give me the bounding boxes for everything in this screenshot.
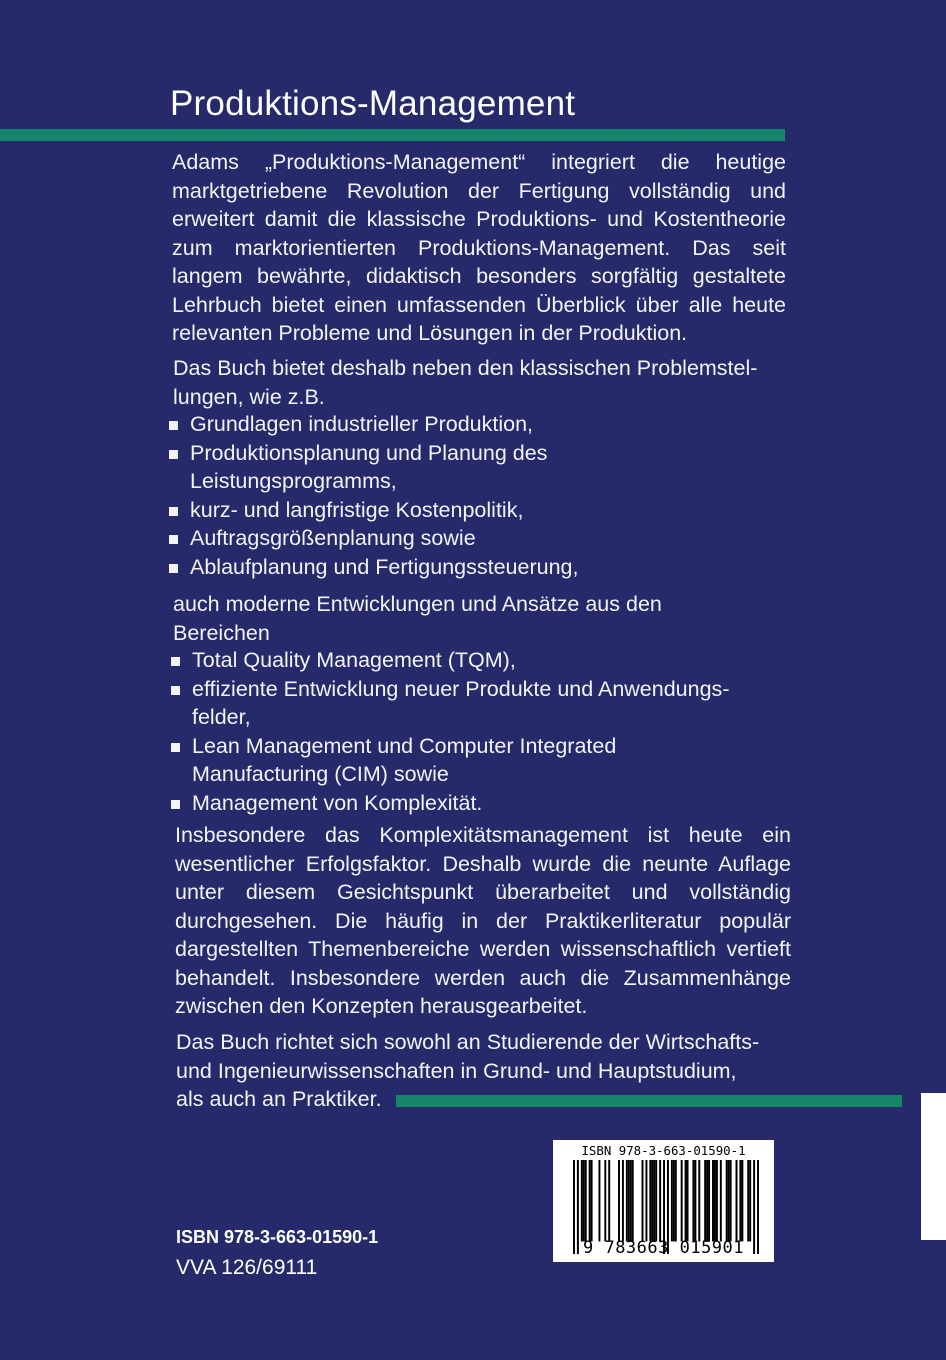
audience-line-1: Das Buch richtet sich sowohl an Studierende der Wirtschafts- (176, 1030, 760, 1054)
list-item: Produktionsplanung und Planung des Leistungsprogramms, (168, 439, 588, 496)
problems-intro (173, 354, 793, 411)
barcode-bar (687, 1160, 689, 1241)
barcode-bar (675, 1160, 677, 1241)
barcode-bar (749, 1160, 751, 1241)
barcode-bar (736, 1160, 738, 1241)
barcode-bar (591, 1160, 593, 1241)
barcode-bar (655, 1160, 657, 1241)
barcode-bar (659, 1160, 661, 1241)
book-title: Produktions-Management (170, 84, 576, 123)
intro-paragraph: Adams „Produktions-Management“ integriert die heutige marktgetriebene Revolution der Fertigung vollständig und erweitert damit die klassische Produktions- und Kostentheorie zum marktorientierten Produktions-Management. Das seit langem bewährte, didaktisch besonders sorgfältig gestaltete Lehrbuch bietet einen umfassenden Überblick über alle heute relevanten Probleme und Lösungen in der Produktion. (172, 150, 786, 345)
list-item: Total Quality Management (TQM), (170, 646, 760, 675)
barcode-isbn-label: ISBN 978-3-663-01590-1 (581, 1143, 746, 1158)
top-accent-rule (0, 129, 785, 141)
barcode-bar (685, 1160, 687, 1241)
barcode-bar (671, 1160, 673, 1241)
barcode-bar (728, 1160, 730, 1241)
barcode-bar (628, 1160, 630, 1241)
barcode-bar (712, 1160, 714, 1241)
barcode-bar (694, 1160, 696, 1241)
barcode-bar (747, 1160, 749, 1241)
vva-number: VVA 126/69111 (176, 1256, 318, 1279)
barcode-bar (626, 1160, 628, 1241)
list-item: Auftragsgrößenplanung sowie (168, 524, 588, 553)
barcode-bar (645, 1160, 647, 1241)
barcode-bar (708, 1160, 710, 1241)
barcode-bar (630, 1160, 632, 1241)
barcode-bar (681, 1160, 683, 1241)
barcode-bar (730, 1160, 732, 1241)
barcode-bar (608, 1160, 610, 1241)
complexity-paragraph: Insbesondere das Komplexitätsmanagement ist heute ein wesentlicher Erfolgsfaktor. Deshalb wurde die neunte Auflage unter diesem Gesichtspunkt überarbeitet und vollständig durchgesehen. Die häufig in der Praktikerliteratur populär dargestellten Themenbereiche werden wissenschaftlich vertieft behandelt. Insbesondere werden auch die Zusammenhänge zwischen den Konzepten herausgearbeitet. (175, 823, 791, 1018)
classic-topics-list (168, 410, 588, 581)
list-item: effiziente Entwicklung neuer Produkte und Anwendungsfelder, (170, 675, 760, 732)
barcode-bar (583, 1160, 585, 1241)
barcode-bar (604, 1160, 606, 1241)
barcode-bar (706, 1160, 708, 1241)
barcode-bar (581, 1160, 583, 1241)
barcode (553, 1140, 774, 1262)
barcode-bar (726, 1160, 728, 1241)
audience-line-3: als auch an Praktiker. (176, 1087, 382, 1111)
barcode-bar (716, 1160, 718, 1241)
list-item: Lean Management und Computer Integrated Manufacturing (CIM) sowie (170, 732, 760, 789)
barcode-bar (649, 1160, 651, 1241)
barcode-bar (653, 1160, 655, 1241)
list-item: Management von Komplexität. (170, 789, 760, 818)
problems-intro-line-2: lungen, wie z.B. (173, 384, 325, 409)
barcode-bar (692, 1160, 694, 1241)
barcode-bar (642, 1160, 644, 1241)
barcode-bar (632, 1160, 634, 1241)
barcode-digits: 9 783663 015901 (582, 1238, 745, 1258)
modern-intro-line-1: auch moderne Entwicklungen und Ansätze aus den (173, 592, 662, 616)
audience-line-2: und Ingenieurwissenschaften in Grund- und Hauptstudium, (176, 1058, 737, 1083)
list-item: kurz- und langfristige Kostenpolitik, (168, 496, 588, 525)
barcode-bar (739, 1160, 741, 1241)
barcode-bar (673, 1160, 675, 1241)
barcode-bar (704, 1160, 706, 1241)
spine-tab (921, 1093, 946, 1240)
barcode-bar (589, 1160, 591, 1241)
problems-intro-line-1: Das Buch bietet deshalb neben den klassischen Problemstel- (173, 356, 758, 380)
barcode-bar (698, 1160, 700, 1241)
barcode-bar (651, 1160, 653, 1241)
modern-intro (173, 590, 793, 647)
barcode-bar (741, 1160, 743, 1241)
barcode-bar (598, 1160, 600, 1241)
isbn-number: ISBN 978-3-663-01590-1 (176, 1227, 379, 1247)
barcode-bar (720, 1160, 722, 1241)
list-item: Ablaufplanung und Fertigungssteuerung, (168, 553, 588, 582)
barcode-bar (714, 1160, 716, 1241)
modern-topics-list (170, 646, 760, 817)
barcode-bar (585, 1160, 587, 1241)
bottom-accent-rule (396, 1095, 902, 1107)
modern-intro-line-2: Bereichen (173, 620, 270, 645)
barcode-bar (618, 1160, 620, 1241)
barcode-bar (622, 1160, 624, 1241)
list-item: Grundlagen industrieller Produktion, (168, 410, 588, 439)
